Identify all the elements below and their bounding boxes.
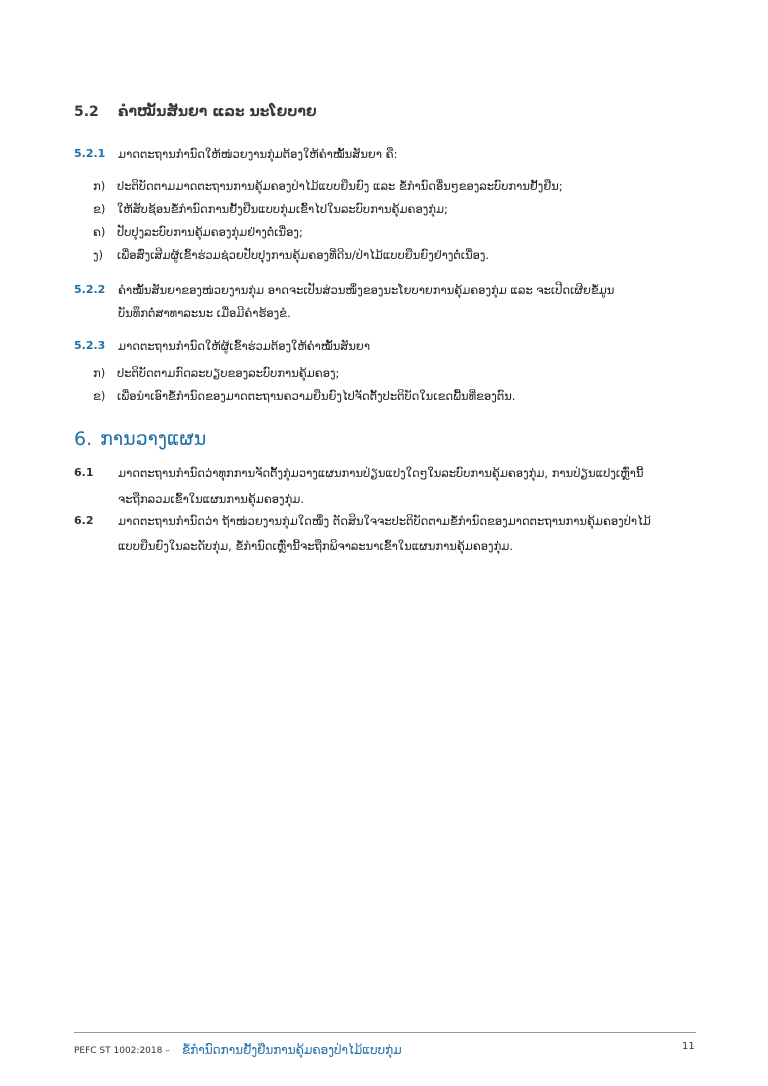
list-text: ປະຕິບັດຕາມມາດຕະຖານການຄຸ້ມຄອງປ່າໄມ້ແບບຍືນຍົງ ແລະ ຂໍ້ກໍານົດອື່ນໆຂອງລະບົບການຢັ້ງຢືນ;: [117, 179, 563, 193]
list-text: ປະຕິບັດຕາມກົດລະບຽບຂອງລະບົບການຄຸ້ມຄອງ;: [117, 366, 340, 380]
section-title: ການວາງແຜນ: [100, 428, 207, 450]
clause-text-line-1: ມາດຕະຖານກໍານົດວ່າ ຖ້າໜ່ວຍງານກຸ່ມໃດໜຶ່ງ ຕັດສິນໃຈຈະປະຕິບັດຕາມຂໍ້ກໍານົດຂອງມາດຕະຖານການຄຸ້ມຄອງປ່າໄມ້: [118, 514, 651, 528]
clause-text-line-1: ຄໍາໝັ້ນສັນຍາຂອງໜ່ວຍງານກຸ່ມ ອາດຈະເປັນສ່ວນໜຶ່ງຂອງນະໂຍບາຍການຄຸ້ມຄອງກຸ່ມ ແລະ ຈະເປີດເຜີຍຂໍ້ມູນ: [118, 283, 615, 297]
list-marker: ກ): [93, 366, 106, 380]
clause-number: 5.2.1: [74, 147, 106, 160]
list-marker: ຄ): [93, 225, 106, 239]
footer-divider: [74, 1032, 696, 1033]
clause-number: 6.1: [74, 466, 94, 479]
list-item: [93, 385, 515, 407]
list-text: ເພື່ອນໍາເອົາຂໍ້ກໍານົດຂອງມາດຕະຖານຄວາມຍືນຍົງໄປຈັດຕັ້ງປະຕິບັດໃນເຂດພື້ນທີ່ຂອງຕົນ.: [117, 389, 516, 403]
section-number: 5.2: [74, 104, 99, 120]
list-marker: ຂ): [93, 202, 106, 216]
list-item: [93, 221, 303, 243]
list-item: [93, 244, 489, 266]
page-number: 11: [682, 1041, 695, 1052]
section-title: ຄໍາໝັ້ນສັນຍາ ແລະ ນະໂຍບາຍ: [118, 104, 317, 120]
clause-number: 5.2.2: [74, 283, 106, 296]
footer-doc-title: ຂໍ້ກໍານົດການຢັ້ງຢືນການຄຸ້ມຄອງປ່າໄມ້ແບບກຸ່ມ: [182, 1043, 402, 1057]
list-marker: ຂ): [93, 389, 106, 403]
clause-text-line-1: ມາດຕະຖານກໍານົດວ່າທຸກການຈັດຕັ້ງກຸ່ມວາງແຜນການປ່ຽນແປງໃດໆໃນລະບົບການຄຸ້ມຄອງກຸ່ມ, ການປ່ຽນແປງເຫຼົ່ານີ້: [118, 466, 644, 480]
list-marker: ກ): [93, 179, 106, 193]
clause-text-line-2: ບັນທຶກຕໍ່ສາທາລະນະ ເມື່ອມີຄໍາຮ້ອງຂໍ.: [118, 306, 291, 320]
clause-number: 5.2.3: [74, 339, 106, 352]
section-number: 6.: [74, 428, 93, 450]
list-text: ເພື່ອສົ່ງເສີມຜູ້ເຂົ້າຮ່ວມຊ່ວຍປັບປຸງການຄຸ້ມຄອງທີ່ດີນ/ປ່າໄມ້ແບບຍືນຍົງຢ່າງຕໍ່ເນື່ອງ.: [117, 248, 490, 262]
clause-text-line-2: ຈະຖືກລວມເຂົ້າໃນແຜນການຄຸ້ມຄອງກຸ່ມ.: [118, 492, 305, 506]
section-heading-5-2: [74, 104, 317, 120]
list-text: ໃຫ້ສັບຊ້ອນຂໍ້ກໍານົດການຢັ້ງຢືນແບບກຸ່ມເຂົ້າໄປໃນລະບົບການຄຸ້ມຄອງກຸ່ມ;: [117, 202, 448, 216]
list-text: ປັບປຸງລະບົບການຄຸ້ມຄອງກຸ່ມຢ່າງຕໍ່ເນື່ອງ;: [117, 225, 303, 239]
clause-number: 6.2: [74, 514, 94, 527]
list-item: [93, 362, 339, 384]
clause-text: ມາດຕະຖານກໍານົດໃຫ້ໜ່ວຍງານກຸ່ມຕ້ອງໃຫ້ຄໍາໝັ້ນສັນຍາ ຄື:: [118, 147, 398, 161]
footer-doc-code: PEFC ST 1002:2018 –: [74, 1046, 170, 1056]
clause-text-line-2: ແບບຍືນຍົງໃນລະດັບກຸ່ມ, ຂໍ້ກໍານົດເຫຼົ່ານີ້ຈະຖືກພິຈາລະນາເຂົ້າໃນແຜນການຄຸ້ມຄອງກຸ່ມ.: [118, 539, 514, 553]
clause-text: ມາດຕະຖານກໍານົດໃຫ້ຜູ້ເຂົ້າຮ່ວມຕ້ອງໃຫ້ຄໍາໝັ້ນສັນຍາ: [118, 339, 371, 353]
list-item: [93, 175, 563, 197]
section-heading-6: [74, 428, 206, 450]
list-item: [93, 198, 448, 220]
list-marker: ງ): [93, 248, 104, 262]
